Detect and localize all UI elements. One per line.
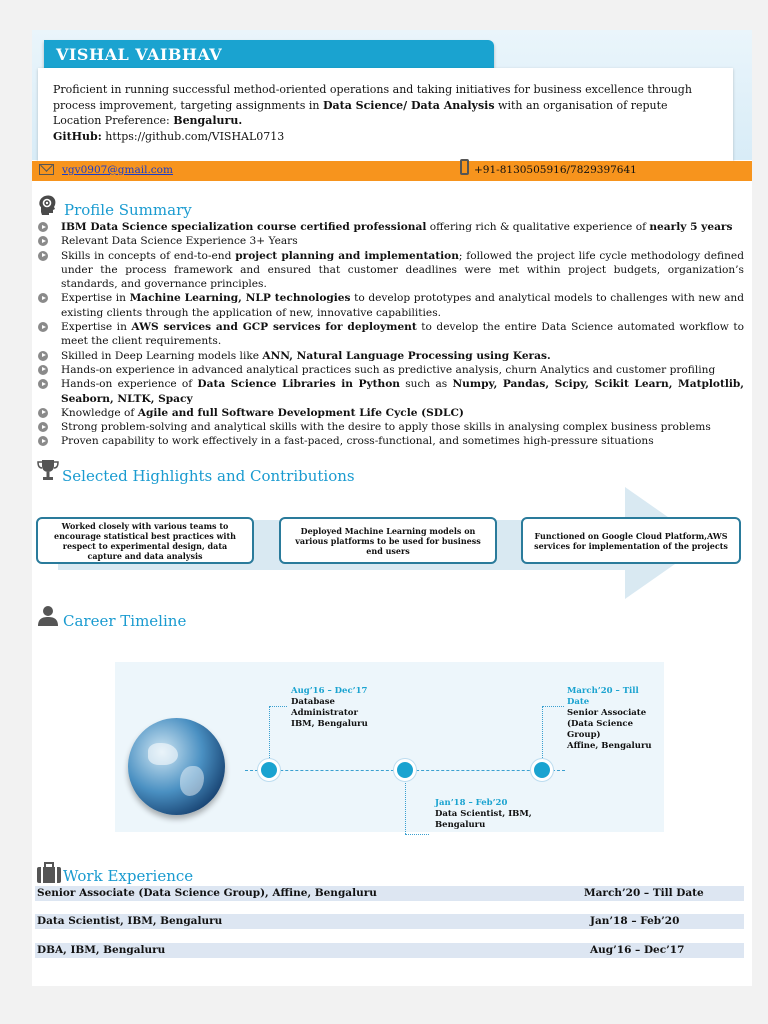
- arrow-bullet-icon: [38, 322, 48, 332]
- career-timeline-title: Career Timeline: [63, 612, 187, 630]
- arrow-bullet-icon: [38, 436, 48, 446]
- list-item: Strong problem-solving and analytical skills with the desire to apply those skills in analysing complex business problems: [38, 420, 744, 434]
- job-role: DBA, IBM, Bengaluru: [37, 944, 166, 956]
- arrow-bullet-icon: [38, 236, 48, 246]
- arrow-bullet-icon: [38, 365, 48, 375]
- timeline-event: Jan’18 – Feb’20 Data Scientist, IBM, Bengaluru: [435, 798, 532, 830]
- job-role: Senior Associate (Data Science Group), Affine, Bengaluru: [37, 887, 377, 899]
- arrow-bullet-icon: [38, 422, 48, 432]
- job-role: Data Scientist, IBM, Bengaluru: [37, 915, 223, 927]
- intro-line: process improvement, targeting assignments in Data Science/ Data Analysis with an organisation of repute: [53, 98, 668, 112]
- name-bar: [44, 40, 494, 68]
- contact-bar: [32, 161, 752, 181]
- list-item: Hands-on experience of Data Science Libraries in Python such as Numpy, Pandas, Scipy, Scikit Learn, Matplotlib, Seaborn, NLTK, Spacy: [38, 377, 744, 406]
- email-link[interactable]: vgv0907@gmail.com: [62, 164, 173, 176]
- phone-number: +91-8130505916/7829397641: [474, 164, 637, 176]
- person-icon: [36, 604, 60, 628]
- highlight-box: Functioned on Google Cloud Platform,AWS services for implementation of the projects: [521, 517, 741, 564]
- timeline-connector: [542, 706, 564, 707]
- work-experience-title: Work Experience: [63, 867, 194, 885]
- timeline-connector: [405, 834, 429, 835]
- list-item: IBM Data Science specialization course certified professional offering rich & qualitative experience of nearly 5 years: [38, 220, 744, 234]
- arrow-bullet-icon: [38, 222, 48, 232]
- timeline-dot: [531, 759, 553, 781]
- trophy-icon: [37, 458, 59, 482]
- arrow-bullet-icon: [38, 293, 48, 303]
- job-period: Aug’16 – Dec’17: [590, 944, 685, 956]
- table-row: [35, 886, 744, 901]
- table-row: [35, 914, 744, 929]
- list-item: Hands-on experience in advanced analytical practices such as predictive analysis, churn Analytics and customer profiling: [38, 363, 744, 377]
- envelope-icon: [39, 164, 54, 175]
- location-line: Location Preference: Bengaluru.: [53, 114, 243, 127]
- github-line: GitHub: https://github.com/VISHAL0713: [53, 129, 285, 143]
- timeline-event: Aug’16 – Dec’17 Database Administrator IBM, Bengaluru: [291, 686, 368, 729]
- highlights-title: Selected Highlights and Contributions: [62, 467, 355, 485]
- timeline-event: March’20 – Till Date Senior Associate (Data Science Group) Affine, Bengaluru: [567, 686, 652, 751]
- job-period: March’20 – Till Date: [584, 887, 704, 899]
- list-item: Proven capability to work effectively in a fast-paced, cross-functional, and sometimes high-pressure situations: [38, 434, 744, 448]
- table-row: [35, 943, 744, 958]
- timeline-connector: [269, 706, 270, 760]
- arrow-bullet-icon: [38, 251, 48, 261]
- github-link[interactable]: https://github.com/VISHAL0713: [101, 129, 285, 143]
- list-item: Expertise in AWS services and GCP services for deployment to develop the entire Data Science automated workflow to meet the client requirements.: [38, 320, 744, 349]
- globe-icon: [128, 718, 225, 815]
- arrow-bullet-icon: [38, 379, 48, 389]
- head-gear-icon: [37, 194, 59, 216]
- list-item: Knowledge of Agile and full Software Development Life Cycle (SDLC): [38, 406, 744, 420]
- profile-summary-list: [38, 220, 744, 449]
- timeline-connector: [405, 780, 406, 834]
- job-period: Jan’18 – Feb’20: [590, 915, 680, 927]
- list-item: Expertise in Machine Learning, NLP technologies to develop prototypes and analytical models to challenges with new and existing clients through the application of new, innovative capabilities.: [38, 291, 744, 320]
- arrow-bullet-icon: [38, 351, 48, 361]
- profile-summary-title: Profile Summary: [64, 201, 192, 219]
- list-item: Relevant Data Science Experience 3+ Years: [38, 234, 744, 248]
- phone-icon: [460, 159, 469, 175]
- highlight-box: Worked closely with various teams to encourage statistical best practices with respect to experimental design, data capture and data analysis: [36, 517, 254, 564]
- list-item: Skilled in Deep Learning models like ANN, Natural Language Processing using Keras.: [38, 349, 744, 363]
- list-item: Skills in concepts of end-to-end project planning and implementation; followed the project life cycle methodology defined under the process framework and ensured that customer deadlines were met within project budgets, organization’s standards, and governance principles.: [38, 249, 744, 292]
- candidate-name: VISHAL VAIBHAV: [56, 45, 223, 64]
- arrow-bullet-icon: [38, 408, 48, 418]
- highlight-box: Deployed Machine Learning models on various platforms to be used for business end users: [279, 517, 497, 564]
- intro-line: Proficient in running successful method-oriented operations and taking initiatives for business excellence through: [53, 83, 692, 96]
- timeline-connector: [269, 706, 287, 707]
- briefcase-icon: [36, 862, 62, 884]
- intro-box: [38, 68, 733, 164]
- timeline-dot: [258, 759, 280, 781]
- timeline-dot: [394, 759, 416, 781]
- timeline-connector: [542, 706, 543, 760]
